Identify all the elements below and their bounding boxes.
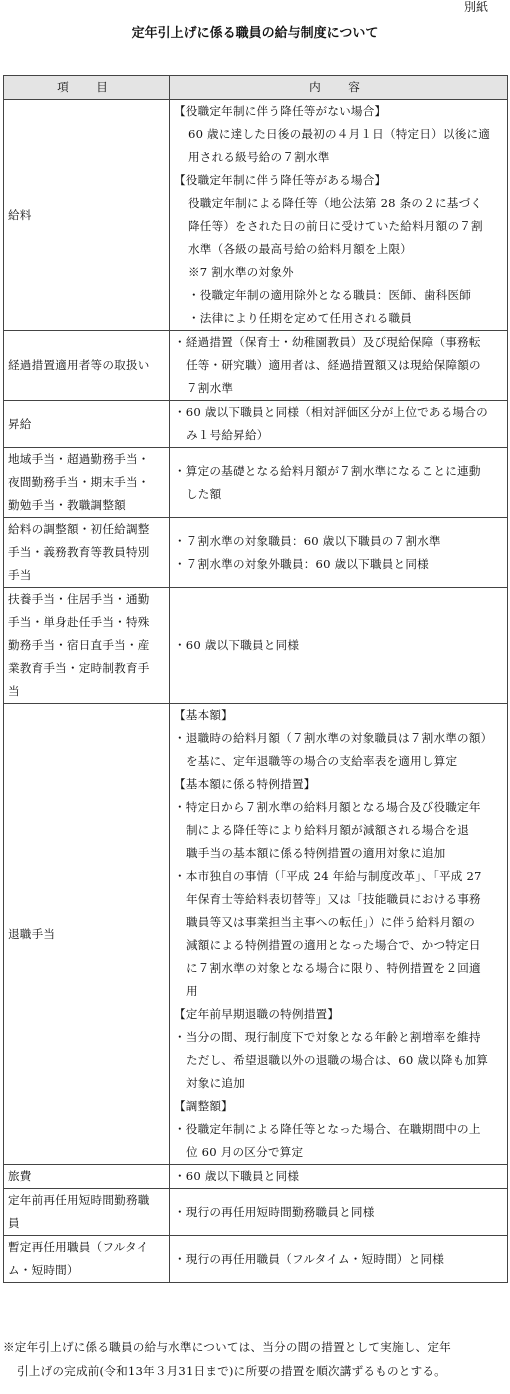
- table-row: [4, 1236, 508, 1283]
- content-line: ・退職時の給料月額（７割水準の対象職員は７割水準の額）: [174, 731, 493, 745]
- document-title: 定年引上げに係る職員の給与制度について: [131, 26, 379, 41]
- row-content-cell: [170, 1236, 508, 1283]
- content-line: 減額による特例措置の適用となった場合で、かつ特定日: [186, 938, 481, 952]
- row-item-label: 昇給: [8, 416, 32, 431]
- content-line: ・60 歳以下職員と同様: [174, 1169, 300, 1183]
- content-line: ※7 割水準の対象外: [188, 265, 294, 279]
- content-line: ・本市独自の事情（「平成 24 年給与制度改革」、「平成 27: [174, 869, 482, 883]
- attachment-label: 別紙: [463, 0, 488, 14]
- content-line: ・７割水準の対象外職員：60 歳以下職員と同様: [174, 556, 429, 571]
- content-line: 降任等）をされた日の前日に受けていた給料月額の７割: [188, 219, 483, 233]
- row-content-cell: [170, 1165, 508, 1189]
- content-line: 年保育士等給料表切替等」又は「技能職員における事務: [186, 892, 481, 906]
- row-item-label-line: 勤務手当・宿日直手当・産: [8, 638, 150, 652]
- row-item-label-line: 当: [8, 684, 20, 698]
- content-line: ・役職定年制の適用除外となる職員：医師、歯科医師: [188, 288, 472, 302]
- table-row: [4, 588, 508, 704]
- row-item-cell: [4, 401, 170, 448]
- content-line: した額: [186, 486, 222, 501]
- content-line: 60 歳に達した日後の最初の４月１日（特定日）以後に適: [188, 127, 491, 141]
- table-row: [4, 448, 508, 518]
- row-item-label-line: 業教育手当・定時制教育手: [8, 661, 150, 675]
- content-line: ただし、希望退職以外の退職の場合は、60 歳以降も加算: [186, 1053, 489, 1067]
- content-line: ・当分の間、現行制度下で対象となる年齢と割増率を維持: [174, 1030, 481, 1044]
- row-item-cell: [4, 1189, 170, 1236]
- row-item-label: 給料: [8, 207, 32, 222]
- row-item-cell: [4, 331, 170, 401]
- row-content-cell: [170, 588, 508, 704]
- content-line: 任等・研究職）適用者は、経過措置額又は現給保障額の: [186, 358, 481, 372]
- row-item-label: 旅費: [8, 1169, 32, 1183]
- footnote-line-1: ※定年引上げに係る職員の給与水準については、当分の間の措置として実施し、定年: [3, 1340, 451, 1354]
- table-row: [4, 704, 508, 1165]
- row-content-cell: [170, 401, 508, 448]
- header-item: 項 目: [4, 76, 170, 100]
- content-line: 水準（各級の最高号給の給料月額を上限）: [188, 242, 413, 256]
- footnote-line-2: 引上げの完成前(令和13年３月31日まで)に所要の措置を順次講ずるものとする。: [17, 1364, 446, 1378]
- content-line: 用される級号給の７割水準: [188, 150, 330, 164]
- row-content-cell: [170, 518, 508, 588]
- content-line: 【調整額】: [174, 1099, 233, 1113]
- footnote: [3, 1335, 507, 1383]
- content-line: ・算定の基礎となる給料月額が７割水準になることに連動: [174, 463, 481, 478]
- content-line: 用: [186, 984, 198, 998]
- row-item-cell: [4, 704, 170, 1165]
- table-row: [4, 518, 508, 588]
- content-line: 位 60 月の区分で算定: [186, 1145, 304, 1159]
- row-content-cell: [170, 331, 508, 401]
- content-line: ・７割水準の対象職員：60 歳以下職員の７割水準: [174, 533, 441, 548]
- row-item-label-line: 扶養手当・住居手当・通勤: [8, 592, 150, 606]
- table-row: [4, 401, 508, 448]
- row-item-cell: [4, 518, 170, 588]
- content-line: ・60 歳以下職員と同様: [174, 638, 300, 652]
- row-item-label-line: 勤勉手当・教職調整額: [8, 498, 126, 512]
- row-item-label-line: 夜間勤務手当・期末手当・: [8, 475, 150, 489]
- row-item-label-line: 手当: [8, 568, 32, 582]
- row-content-cell: [170, 100, 508, 331]
- row-item-label-line: ム・短時間）: [8, 1263, 79, 1277]
- content-line: ・経過措置（保育士・幼稚園教員）及び現給保障（事務転: [174, 335, 481, 349]
- row-item-label-line: 定年前再任用短時間勤務職: [8, 1193, 150, 1207]
- row-item-label: 退職手当: [8, 926, 56, 941]
- content-line: み１号給昇給）: [186, 428, 269, 442]
- table-row: [4, 100, 508, 331]
- content-line: ・特定日から７割水準の給料月額となる場合及び役職定年: [174, 800, 481, 814]
- content-line: ７割水準: [186, 381, 234, 395]
- content-line: 【役職定年制に伴う降任等がない場合】: [174, 104, 387, 118]
- content-line: 【基本額】: [174, 708, 233, 722]
- row-item-label-line: 給料の調整額・初任給調整: [8, 522, 150, 536]
- content-line: ・現行の再任用職員（フルタイム・短時間）と同様: [174, 1251, 445, 1266]
- table-row: [4, 331, 508, 401]
- content-line: 職員等又は事業担当主事への転任」）に伴う給料月額の: [186, 915, 476, 929]
- table-header-row: [4, 76, 508, 100]
- row-item-cell: [4, 448, 170, 518]
- content-line: 対象に追加: [186, 1076, 245, 1090]
- content-line: ・現行の再任用短時間勤務職員と同様: [174, 1204, 375, 1219]
- content-line: 役職定年制による降任等（地公法第 28 条の２に基づく: [188, 196, 483, 210]
- row-content-cell: [170, 448, 508, 518]
- content-line: ・役職定年制による降任等となった場合、在職期間中の上: [174, 1122, 481, 1136]
- row-content-cell: [170, 1189, 508, 1236]
- content-line: ・法律により任期を定めて任用される職員: [188, 311, 413, 325]
- row-item-cell: [4, 1236, 170, 1283]
- content-line: に７割水準の対象となる場合に限り、特例措置を２回適: [186, 961, 481, 975]
- row-item-label-line: 手当・義務教育等教員特別: [8, 545, 150, 559]
- row-item-label-line: 暫定再任用職員（フルタイ: [8, 1240, 149, 1254]
- row-item-cell: [4, 588, 170, 704]
- row-item-label-line: 員: [8, 1216, 20, 1230]
- content-line: 制による降任等により給料月額が減額される場合を退: [186, 823, 470, 837]
- row-item-cell: [4, 100, 170, 331]
- row-item-label: 経過措置適用者等の取扱い: [8, 358, 150, 372]
- table-row: [4, 1165, 508, 1189]
- content-line: を基に、定年退職等の場合の支給率表を適用し算定: [186, 754, 458, 768]
- header-content: 内 容: [170, 76, 508, 100]
- row-content-cell: [170, 704, 508, 1165]
- row-item-label-line: 地域手当・超過勤務手当・: [8, 452, 150, 466]
- row-item-label-line: 手当・単身赴任手当・特殊: [8, 615, 150, 629]
- content-line: 【基本額に係る特例措置】: [174, 777, 316, 791]
- content-line: 【役職定年制に伴う降任等がある場合】: [174, 173, 387, 187]
- content-line: 【定年前早期退職の特例措置】: [174, 1007, 340, 1021]
- row-item-cell: [4, 1165, 170, 1189]
- table-row: [4, 1189, 508, 1236]
- content-line: 職手当の基本額に係る特例措置の適用対象に追加: [186, 846, 446, 860]
- content-line: ・60 歳以下職員と同様（相対評価区分が上位である場合の: [174, 405, 488, 419]
- salary-system-table: [3, 75, 508, 1283]
